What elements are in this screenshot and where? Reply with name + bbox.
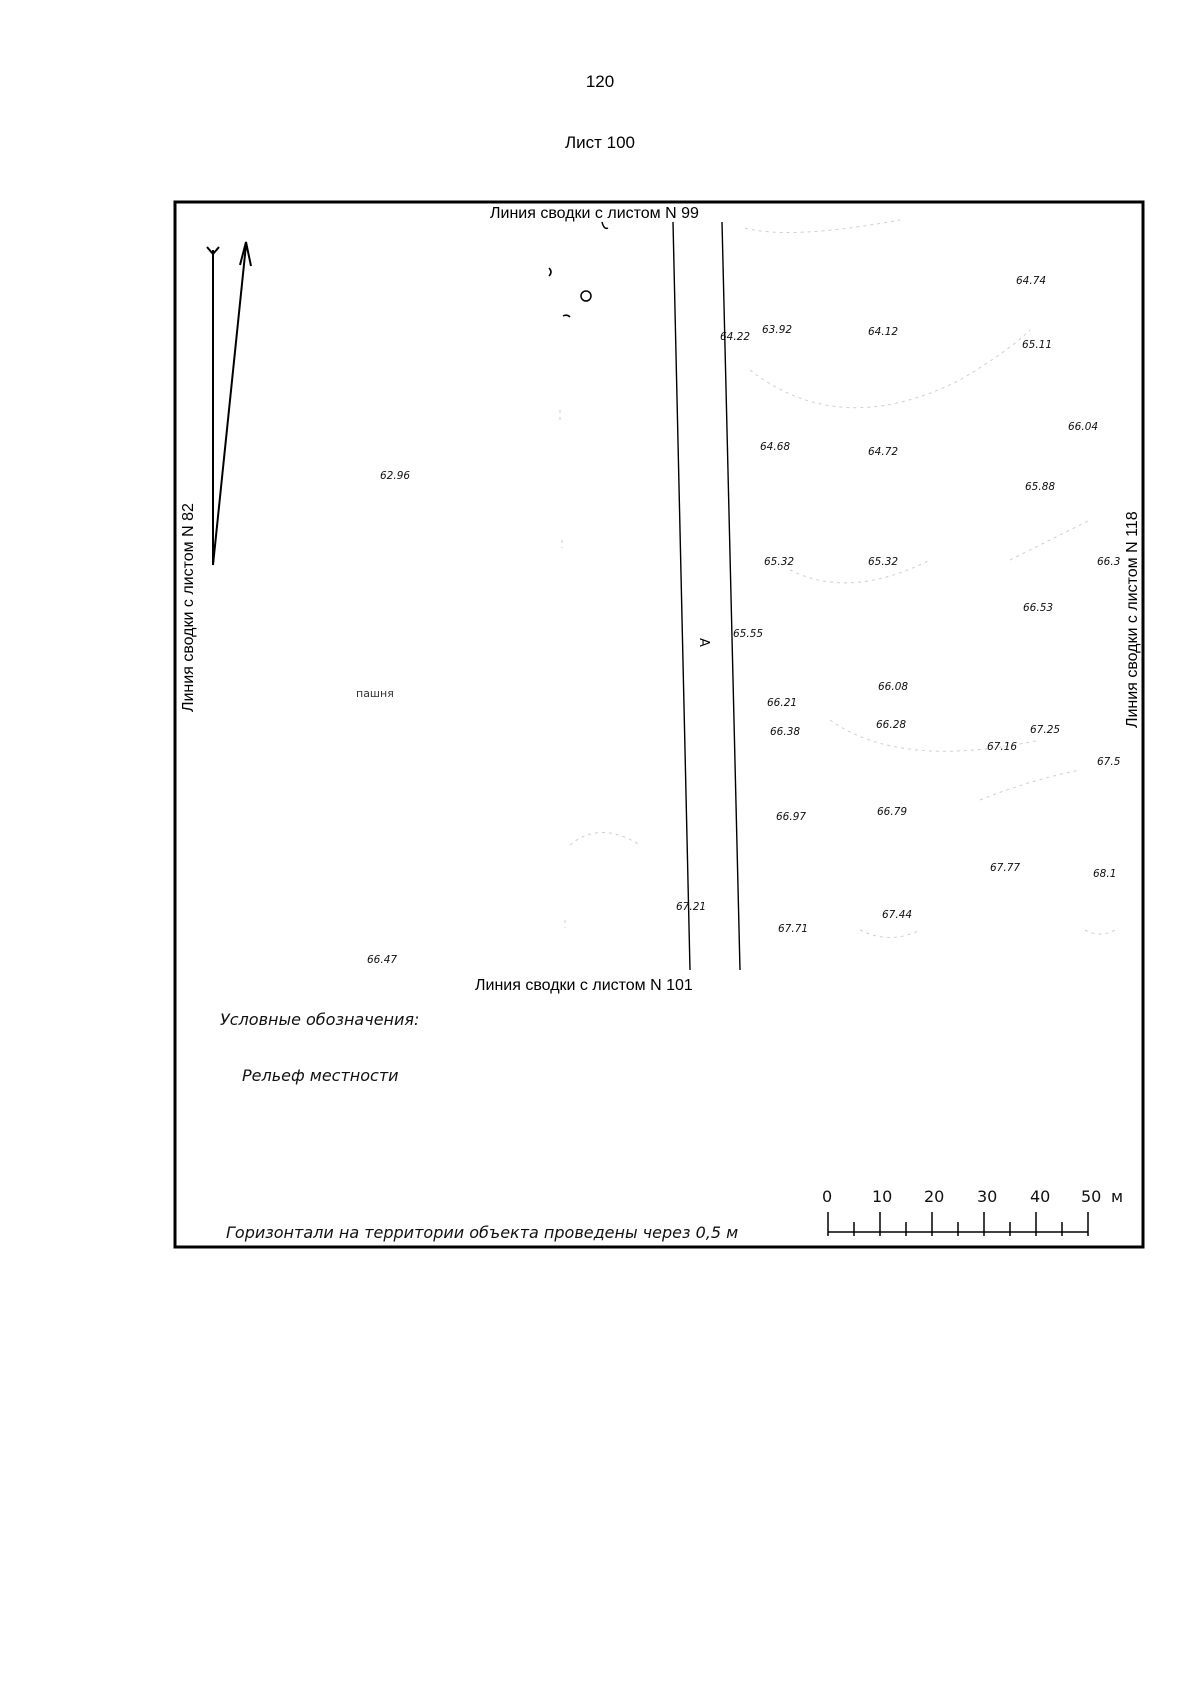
north-arrow-icon: [207, 242, 251, 565]
map-frame: [175, 202, 1143, 1247]
spot-height: 65.88: [1025, 481, 1056, 493]
road-label: А: [696, 638, 711, 647]
scale-unit: м: [1111, 1187, 1124, 1206]
spot-height: 67.71: [778, 923, 809, 935]
spot-height: 66.21: [767, 697, 798, 709]
spot-height: 65.55: [733, 628, 764, 640]
spot-height: 64.72: [868, 446, 899, 458]
sheet-title: Лист 100: [564, 133, 636, 152]
spot-height: 67.25: [1030, 724, 1061, 736]
spot-height: 66.04: [1068, 421, 1099, 433]
spot-height: 67.21: [676, 901, 707, 913]
spot-height: 65.32: [868, 556, 899, 568]
contour-interval-note: Горизонтали на территории объекта проведены через 0,5 м: [226, 1223, 739, 1242]
spot-height: 67.5: [1097, 756, 1121, 768]
page-number: 120: [585, 72, 615, 91]
spot-height: 66.97: [776, 811, 807, 823]
spot-height: 66.38: [770, 726, 801, 738]
scale-tick-label: 50: [1081, 1187, 1102, 1206]
landmark-symbols: [549, 222, 608, 317]
legend-title: Условные обозначения:: [220, 1010, 420, 1029]
spot-height: 63.92: [762, 324, 793, 336]
spot-height: 68.1: [1093, 868, 1117, 880]
scale-tick-label: 40: [1030, 1187, 1051, 1206]
contour-lines: [560, 220, 1115, 938]
edge-label-bottom: Линия сводки с листом N 101: [475, 977, 693, 994]
spot-height: 64.22: [720, 331, 751, 343]
spot-height: 66.53: [1023, 602, 1054, 614]
spot-height: 67.44: [882, 909, 913, 921]
spot-height: 66.3: [1097, 556, 1121, 568]
legend-relief-label: Рельеф местности: [242, 1066, 399, 1085]
spot-height: 64.12: [868, 326, 899, 338]
spot-height: 66.28: [876, 719, 907, 731]
spot-height: 66.08: [878, 681, 909, 693]
scale-tick-label: 20: [924, 1187, 945, 1206]
spot-height: 64.68: [760, 441, 791, 453]
scale-tick-label: 10: [872, 1187, 893, 1206]
spot-height: 64.74: [1016, 275, 1047, 287]
scale-tick-label: 30: [977, 1187, 998, 1206]
spot-height: 65.32: [764, 556, 795, 568]
edge-label-left: Линия сводки с листом N 82: [180, 503, 197, 712]
spot-height: 62.96: [380, 470, 411, 482]
spot-height: 65.11: [1022, 339, 1053, 351]
spot-height: 67.77: [990, 862, 1021, 874]
scale-tick-label: 0: [822, 1187, 833, 1206]
scale-bar: [822, 1187, 1123, 1236]
spot-heights: [367, 275, 1121, 966]
edge-label-top: Линия сводки с листом N 99: [490, 205, 699, 222]
spot-height: 67.16: [987, 741, 1018, 753]
spot-height: 66.79: [877, 806, 908, 818]
edge-label-right: Линия сводки с листом N 118: [1124, 511, 1141, 728]
spot-height: 66.47: [367, 954, 398, 966]
land-use-label: пашня: [356, 687, 394, 700]
